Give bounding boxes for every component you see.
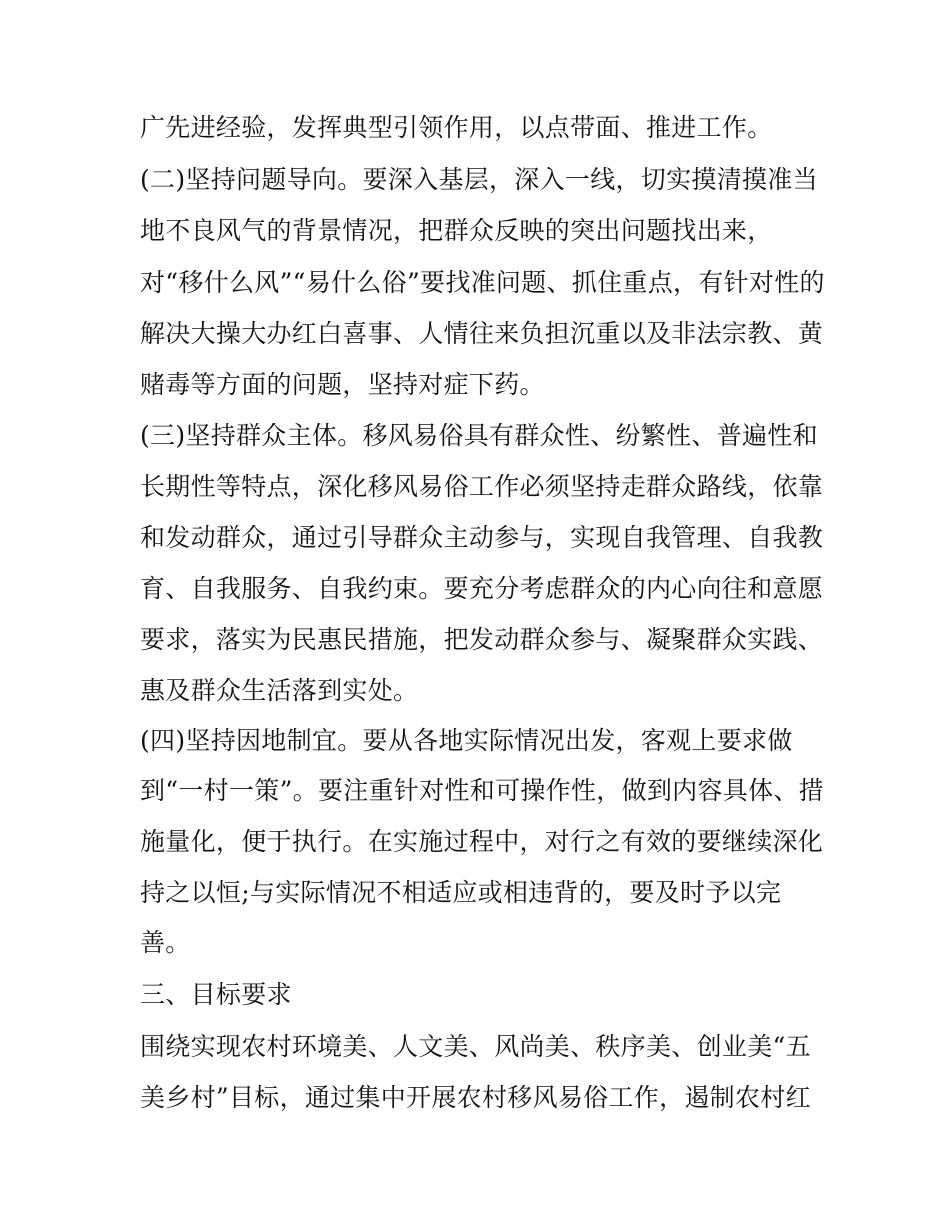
text-line: 要求，落实为民惠民措施，把发动群众参与、凝聚群众实践、 (140, 625, 824, 654)
text-line: 地不良风气的背景情况，把群众反映的突出问题找出来， (140, 216, 773, 245)
text-line: 育、自我服务、自我约束。要充分考虑群众的内心向往和意愿 (140, 574, 824, 603)
text-line: (四)坚持因地制宜。要从各地实际情况出发，客观上要求做 (140, 726, 793, 755)
text-line: 持之以恒;与实际情况不相适应或相违背的，要及时予以完 (140, 878, 782, 907)
text-line: 施量化，便于执行。在实施过程中，对行之有效的要继续深化 (140, 827, 824, 856)
text-line: 对“移什么风”“易什么俗”要找准问题、抓住重点，有针对性的 (140, 268, 825, 297)
text-line: 善。 (140, 928, 191, 957)
text-line: (三)坚持群众主体。移风易俗具有群众性、纷繁性、普遍性和 (140, 421, 818, 450)
text-line: 美乡村”目标，通过集中开展农村移风易俗工作，遏制农村红 (140, 1083, 811, 1112)
text-line: 惠及群众生活落到实处。 (140, 676, 419, 705)
text-line: 解决大操大办红白喜事、人情往来负担沉重以及非法宗教、黄 (140, 319, 824, 348)
text-line: 赌毒等方面的问题，坚持对症下药。 (140, 370, 545, 399)
text-line: 到“一村一策”。要注重针对性和可操作性，做到内容具体、措 (140, 776, 824, 805)
text-line: (二)坚持问题导向。要深入基层，深入一线，切实摸清摸准当 (140, 165, 818, 194)
section-heading: 三、目标要求 (140, 980, 292, 1009)
text-line: 和发动群众，通过引导群众主动参与，实现自我管理、自我教 (140, 523, 824, 552)
text-line: 长期性等特点，深化移风易俗工作必须坚持走群众路线，依靠 (140, 472, 824, 501)
text-line: 广先进经验，发挥典型引领作用，以点带面、推进工作。 (140, 113, 773, 142)
text-line: 围绕实现农村环境美、人文美、风尚美、秩序美、创业美“五 (140, 1032, 811, 1061)
